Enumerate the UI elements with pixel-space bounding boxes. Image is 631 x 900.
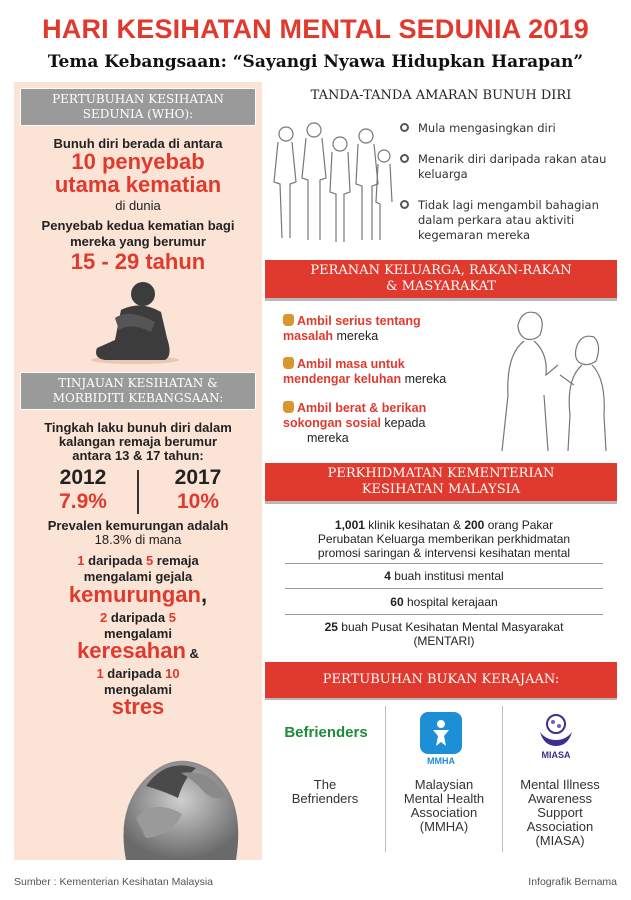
who-line2: di dunia [115,198,161,213]
bullet-icon [400,200,409,209]
stat3-ratio: 1 daripada 10 [96,666,180,681]
prevalence-line1: Prevalen kemurungan adalah [47,518,229,533]
source-note: Sumber : Kementerian Kesihatan Malaysia [14,876,214,888]
year-2017: 2017 [174,466,222,489]
stat2-line2: mengalami [104,626,172,641]
credit-note: Infografik Bernama [528,876,617,888]
who-line1: Bunuh diri berada di antara [53,136,223,151]
who-big2: utama kematian [54,172,222,197]
person-icon [420,712,462,754]
ngo-heading: PERTUBUHAN BUKAN KERAJAAN: [265,662,617,701]
pct-2012: 7.9% [59,490,107,513]
ngo-mmha: Malaysian Mental Health Association (MMHA) [403,777,485,834]
who-big1: 10 penyebab [71,149,205,174]
miasa-logo-icon [536,712,576,748]
service-institutions: 4 buah institusi mental [384,569,504,583]
warning-item-1: Mula mengasingkan diri [400,121,615,136]
year-2012: 2012 [59,466,107,489]
survey-line1: Tingkah laku bunuh diri dalam [44,420,232,435]
hand-pointer-icon [283,314,294,326]
befrienders-logo: Befrienders [284,724,368,741]
mmha-logo-text: MMHA [427,756,455,766]
role-item-3: Ambil berat & berikan sokongan sosial kepada mereka [283,401,427,445]
year-divider [137,470,139,514]
ngo-divider [502,706,503,852]
distressed-person-illustration [86,718,262,860]
ngo-befrienders: The Befrienders [291,777,359,806]
two-people-talking-illustration [488,305,613,453]
role-item-1: Ambil serius tentang masalah mereka [283,314,421,343]
bullet-icon [400,123,409,132]
miasa-logo-text: MIASA [541,750,571,760]
stat1-line2: mengalami gejala [83,569,193,584]
sad-person-illustration [85,278,185,366]
divider [285,588,603,589]
survey-line3: antara 13 & 17 tahun: [72,448,204,463]
who-big3: 15 - 29 tahun [70,249,206,274]
hand-pointer-icon [283,357,294,369]
service-clinics: 1,001 klinik kesihatan & 200 orang Pakar Perubatan Keluarga memberikan perkhidmatan promosi saringan & intervensi kesihatan mental [317,518,571,560]
stat1-ratio: 1 daripada 5 remaja [77,553,199,568]
pct-2017: 10% [176,490,220,513]
roles-heading: PERANAN KELUARGA, RAKAN-RAKAN & MASYARAKAT [265,260,617,301]
group-people-illustration [270,112,395,244]
page-subtitle: Tema Kebangsaan: “Sayangi Nyawa Hidupkan Harapan” [47,52,584,72]
survey-heading: TINJAUAN KESIHATAN & MORBIDITI KEBANGSAAN: [20,372,256,410]
warning-item-3: Tidak lagi mengambil bahagian dalam perkara atau aktiviti kegemaran mereka [400,198,615,243]
stat2-big: keresahan & [77,638,199,663]
who-line3: Penyebab kedua kematian bagi [41,218,235,233]
divider [285,614,603,615]
warning-item-2: Menarik diri daripada rakan atau keluarga [400,152,615,182]
bullet-icon [400,154,409,163]
hand-pointer-icon [283,401,294,413]
services-heading: PERKHIDMATAN KEMENTERIAN KESIHATAN MALAYSIA [265,463,617,504]
stat2-ratio: 2 daripada 5 [100,610,176,625]
divider [285,563,603,564]
who-line4: mereka yang berumur [70,234,206,249]
ngo-miasa: Mental Illness Awareness Support Association (MIASA) [520,777,600,848]
stat3-big: stres [111,694,165,719]
ngo-divider [385,706,386,852]
prevalence-line2: 18.3% di mana [94,532,182,547]
stat3-line2: mengalami [104,682,172,697]
warning-heading: TANDA-TANDA AMARAN BUNUH DIRI [310,88,572,103]
stat1-big: kemurungan, [68,582,208,607]
survey-line2: kalangan remaja berumur [58,434,218,449]
page-title: HARI KESIHATAN MENTAL SEDUNIA 2019 [42,14,589,44]
role-item-2: Ambil masa untuk mendengar keluhan mereka [283,357,447,386]
mmha-logo-icon [420,712,462,754]
service-mentari: 25 buah Pusat Kesihatan Mental Masyarakat (MENTARI) [324,620,564,648]
service-hospitals: 60 hospital kerajaan [390,595,498,609]
who-heading: PERTUBUHAN KESIHATAN SEDUNIA (WHO): [20,88,256,126]
